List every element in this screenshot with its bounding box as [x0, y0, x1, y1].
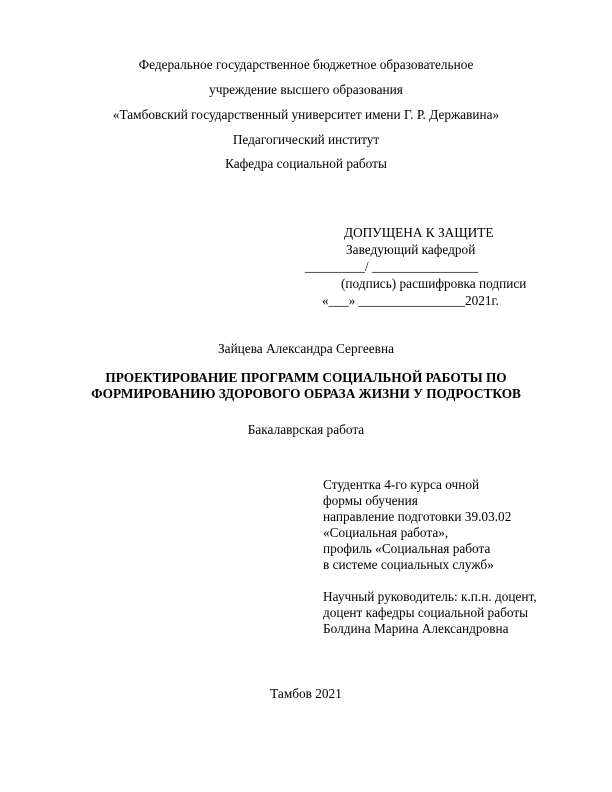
institute-name: Педагогический институт [232, 132, 380, 147]
work-type: Бакалаврская работа [247, 422, 365, 437]
approval-date-line: «___» ________________2021г. [322, 293, 499, 308]
signature-caption: (подпись) расшифровка подписи [341, 276, 527, 291]
student-info-line: «Социальная работа», [323, 525, 449, 540]
ministry-line: Федеральное государственное бюджетное образовательное [138, 57, 474, 72]
institution-type-line: учреждение высшего образования [209, 82, 403, 97]
supervisor-info-line: Болдина Марина Александровна [323, 621, 509, 636]
student-info-line: профиль «Социальная работа [323, 541, 491, 556]
student-info-line: в системе социальных служб» [323, 557, 494, 572]
author-name: Зайцева Александра Сергеевна [218, 341, 394, 356]
signature-line: _________/ ________________ [305, 259, 479, 274]
supervisor-info-line: доцент кафедры социальной работы [323, 605, 529, 620]
department-name: Кафедра социальной работы [225, 156, 387, 171]
student-info-line: направление подготовки 39.03.02 [323, 509, 512, 524]
university-name: «Тамбовский государственный университет имени Г. Р. Державина» [112, 107, 500, 122]
city-year: Тамбов 2021 [270, 686, 342, 701]
student-info-line: Студентка 4-го курса очной [323, 477, 480, 492]
student-info-line: формы обучения [323, 493, 418, 508]
supervisor-info-line: Научный руководитель: к.п.н. доцент, [323, 589, 537, 604]
thesis-title-line-1: ПРОЕКТИРОВАНИЕ ПРОГРАММ СОЦИАЛЬНОЙ РАБОТЫ ПО [105, 370, 507, 385]
thesis-title-line-2: ФОРМИРОВАНИЮ ЗДОРОВОГО ОБРАЗА ЖИЗНИ У ПОДРОСТКОВ [91, 386, 521, 401]
approval-head: Заведующий кафедрой [346, 242, 476, 257]
approval-title: ДОПУЩЕНА К ЗАЩИТЕ [344, 225, 494, 240]
